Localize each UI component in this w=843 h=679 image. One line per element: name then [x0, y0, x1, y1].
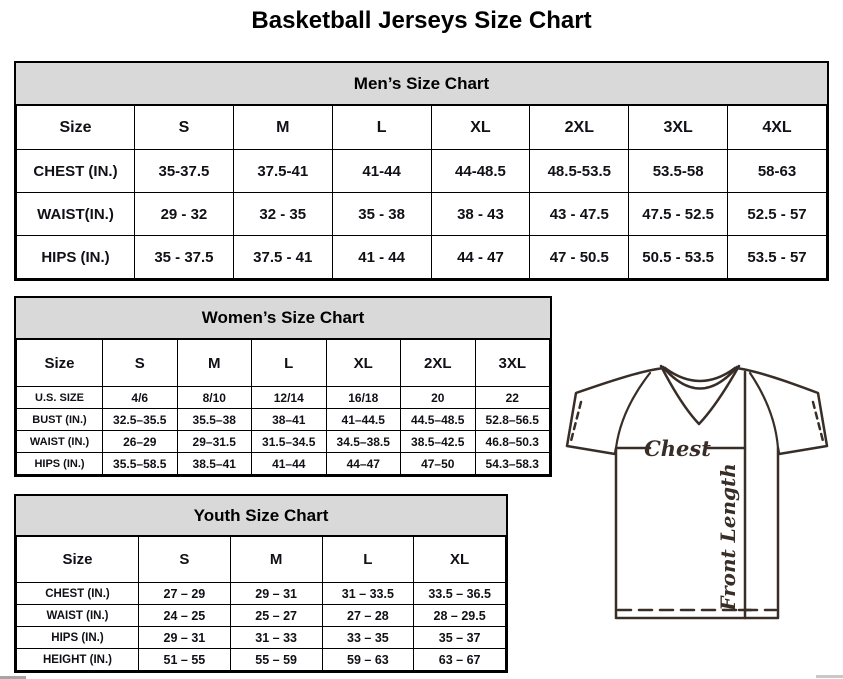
men-row-label: WAIST(IN.) — [17, 193, 135, 236]
men-header-m: M — [233, 106, 332, 150]
women-table-row — [17, 409, 550, 431]
women-value-cell: 38–41 — [252, 409, 327, 431]
women-value-cell: 38.5–42.5 — [401, 431, 476, 453]
women-value-cell: 34.5–38.5 — [326, 431, 401, 453]
women-value-cell: 41–44.5 — [326, 409, 401, 431]
men-value-cell: 29 - 32 — [135, 193, 234, 236]
youth-row-label: HIPS (IN.) — [17, 627, 139, 649]
women-value-cell: 4/6 — [103, 387, 178, 409]
men-value-cell: 50.5 - 53.5 — [629, 236, 728, 279]
women-value-cell: 32.5–35.5 — [103, 409, 178, 431]
men-value-cell: 53.5-58 — [629, 150, 728, 193]
men-value-cell: 58-63 — [728, 150, 827, 193]
women-chart-caption: Women’s Size Chart — [16, 298, 550, 339]
men-header-size-col: Size — [17, 106, 135, 150]
women-value-cell: 47–50 — [401, 453, 476, 475]
men-value-cell: 47.5 - 52.5 — [629, 193, 728, 236]
men-value-cell: 53.5 - 57 — [728, 236, 827, 279]
jersey-right-sleeve-seam — [750, 373, 778, 448]
men-value-cell: 41-44 — [332, 150, 431, 193]
women-table-row — [17, 453, 550, 475]
youth-value-cell: 29 – 31 — [230, 583, 322, 605]
women-value-cell: 22 — [475, 387, 550, 409]
women-value-cell: 35.5–38 — [177, 409, 252, 431]
men-header-s: S — [135, 106, 234, 150]
women-header-row — [17, 340, 550, 387]
women-value-cell: 16/18 — [326, 387, 401, 409]
men-value-cell: 37.5 - 41 — [233, 236, 332, 279]
youth-value-cell: 59 – 63 — [322, 649, 414, 671]
men-value-cell: 44 - 47 — [431, 236, 530, 279]
youth-size-table — [16, 536, 506, 671]
men-value-cell: 48.5-53.5 — [530, 150, 629, 193]
men-header-xl: XL — [431, 106, 530, 150]
men-chart-caption: Men’s Size Chart — [16, 63, 827, 105]
youth-header-row — [17, 537, 506, 583]
youth-size-chart — [14, 494, 508, 673]
jersey-measurement-diagram — [558, 360, 843, 628]
women-table-row — [17, 387, 550, 409]
women-value-cell: 35.5–58.5 — [103, 453, 178, 475]
youth-value-cell: 33.5 – 36.5 — [414, 583, 506, 605]
youth-value-cell: 33 – 35 — [322, 627, 414, 649]
women-value-cell: 46.8–50.3 — [475, 431, 550, 453]
youth-value-cell: 29 – 31 — [139, 627, 231, 649]
youth-value-cell: 27 – 29 — [139, 583, 231, 605]
men-value-cell: 32 - 35 — [233, 193, 332, 236]
men-header-2xl: 2XL — [530, 106, 629, 150]
men-header-l: L — [332, 106, 431, 150]
men-header-3xl: 3XL — [629, 106, 728, 150]
men-table-row — [17, 193, 827, 236]
men-value-cell: 35 - 37.5 — [135, 236, 234, 279]
youth-header-l: L — [322, 537, 414, 583]
men-value-cell: 38 - 43 — [431, 193, 530, 236]
men-row-label: CHEST (IN.) — [17, 150, 135, 193]
youth-header-size-col: Size — [17, 537, 139, 583]
youth-value-cell: 24 – 25 — [139, 605, 231, 627]
women-header-2xl: 2XL — [401, 340, 476, 387]
men-header-row — [17, 106, 827, 150]
men-table-row — [17, 150, 827, 193]
men-value-cell: 47 - 50.5 — [530, 236, 629, 279]
youth-value-cell: 31 – 33 — [230, 627, 322, 649]
youth-table-row — [17, 649, 506, 671]
youth-value-cell: 55 – 59 — [230, 649, 322, 671]
women-row-label: U.S. SIZE — [17, 387, 103, 409]
men-value-cell: 37.5-41 — [233, 150, 332, 193]
women-value-cell: 44–47 — [326, 453, 401, 475]
horizontal-scrollbar-fragment-right[interactable] — [816, 675, 843, 678]
youth-value-cell: 35 – 37 — [414, 627, 506, 649]
women-value-cell: 41–44 — [252, 453, 327, 475]
page-title: Basketball Jerseys Size Chart — [251, 7, 592, 34]
women-value-cell: 44.5–48.5 — [401, 409, 476, 431]
women-value-cell: 8/10 — [177, 387, 252, 409]
men-row-label: HIPS (IN.) — [17, 236, 135, 279]
men-value-cell: 43 - 47.5 — [530, 193, 629, 236]
youth-value-cell: 28 – 29.5 — [414, 605, 506, 627]
men-value-cell: 41 - 44 — [332, 236, 431, 279]
women-header-3xl: 3XL — [475, 340, 550, 387]
women-header-l: L — [252, 340, 327, 387]
women-header-size-col: Size — [17, 340, 103, 387]
jersey-collar-vneck — [661, 366, 739, 424]
youth-value-cell: 25 – 27 — [230, 605, 322, 627]
women-size-table — [16, 339, 550, 475]
women-value-cell: 12/14 — [252, 387, 327, 409]
men-table-row — [17, 236, 827, 279]
chest-label: Chest — [644, 436, 711, 461]
youth-row-label: WAIST (IN.) — [17, 605, 139, 627]
womens-size-chart — [14, 296, 552, 477]
men-value-cell: 35-37.5 — [135, 150, 234, 193]
women-row-label: BUST (IN.) — [17, 409, 103, 431]
youth-table-row — [17, 583, 506, 605]
women-value-cell: 20 — [401, 387, 476, 409]
jersey-outline — [567, 368, 827, 618]
youth-value-cell: 63 – 67 — [414, 649, 506, 671]
women-header-xl: XL — [326, 340, 401, 387]
front-length-measure-line — [739, 372, 751, 618]
women-table-row — [17, 431, 550, 453]
youth-header-xl: XL — [414, 537, 506, 583]
youth-header-m: M — [230, 537, 322, 583]
youth-header-s: S — [139, 537, 231, 583]
front-length-label: Front Length — [716, 463, 740, 611]
women-value-cell: 29–31.5 — [177, 431, 252, 453]
men-value-cell: 44-48.5 — [431, 150, 530, 193]
women-value-cell: 26–29 — [103, 431, 178, 453]
jersey-collar-mid-arc — [663, 367, 737, 389]
men-size-table — [16, 105, 827, 279]
mens-size-chart — [14, 61, 829, 281]
women-header-m: M — [177, 340, 252, 387]
men-header-4xl: 4XL — [728, 106, 827, 150]
youth-value-cell: 51 – 55 — [139, 649, 231, 671]
youth-row-label: CHEST (IN.) — [17, 583, 139, 605]
youth-value-cell: 31 – 33.5 — [322, 583, 414, 605]
youth-chart-caption: Youth Size Chart — [16, 496, 506, 536]
youth-table-row — [17, 627, 506, 649]
women-value-cell: 38.5–41 — [177, 453, 252, 475]
women-row-label: HIPS (IN.) — [17, 453, 103, 475]
men-value-cell: 52.5 - 57 — [728, 193, 827, 236]
jersey-diagram-svg — [558, 360, 843, 628]
women-value-cell: 54.3–58.3 — [475, 453, 550, 475]
men-value-cell: 35 - 38 — [332, 193, 431, 236]
youth-value-cell: 27 – 28 — [322, 605, 414, 627]
youth-table-row — [17, 605, 506, 627]
women-value-cell: 31.5–34.5 — [252, 431, 327, 453]
youth-row-label: HEIGHT (IN.) — [17, 649, 139, 671]
women-value-cell: 52.8–56.5 — [475, 409, 550, 431]
women-row-label: WAIST (IN.) — [17, 431, 103, 453]
women-header-s: S — [103, 340, 178, 387]
